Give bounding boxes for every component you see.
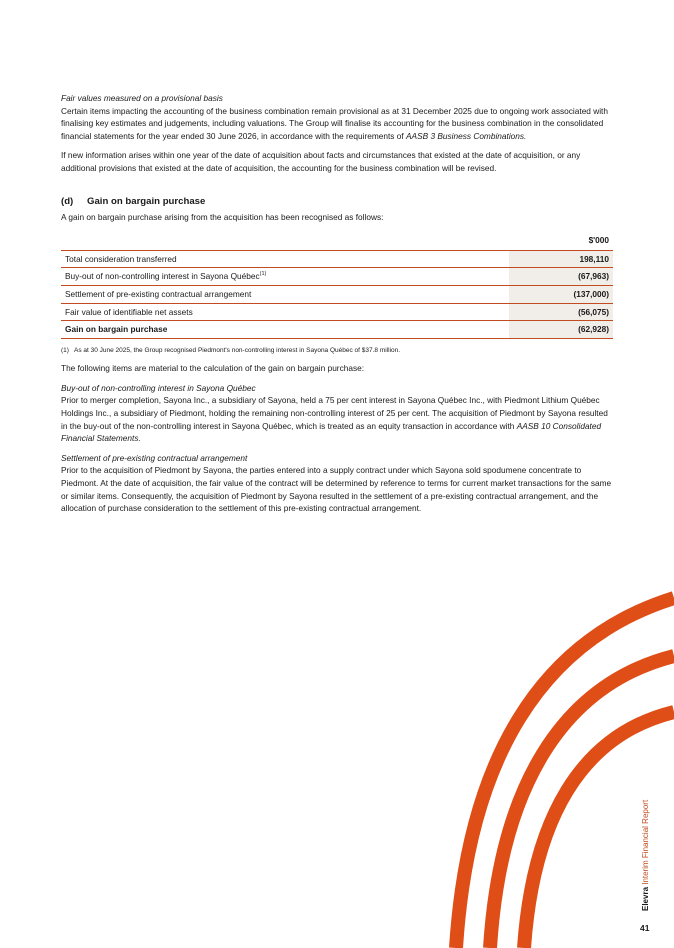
row-value: (56,075) xyxy=(509,303,613,321)
section-d-intro: A gain on bargain purchase arising from the acquisition has been recognised as follows: xyxy=(61,211,384,222)
report-title: Interim Financial Report xyxy=(641,799,650,887)
unit-header: $'000 xyxy=(509,231,613,250)
fair-values-para-2: If new information arises within one year of the date of acquisition about facts and circumstances that existed at the date of acquisition, or any additional provisions that existed at the date of acquisition, the accounting for the business combination will be revised. xyxy=(61,150,581,173)
fair-values-heading: Fair values measured on a provisional basis xyxy=(61,93,223,103)
row-value: (67,963) xyxy=(509,268,613,286)
total-label: Gain on bargain purchase xyxy=(61,321,509,339)
row-label: Fair value of identifiable net assets xyxy=(61,303,509,321)
row-label: Settlement of pre-existing contractual arrangement xyxy=(61,285,509,303)
report-side-label xyxy=(641,800,650,911)
aasb3-reference: AASB 3 Business Combinations. xyxy=(406,130,527,141)
footnote-text: As at 30 June 2025, the Group recognised Piedmont's non-controlling interest in Sayona Québec of $37.8 million. xyxy=(74,346,401,354)
page-number: 41 xyxy=(640,923,650,933)
row-label: Total consideration transferred xyxy=(61,250,509,268)
settlement-para: Prior to the acquisition of Piedmont by Sayona, the parties entered into a supply contract under which Sayona sold spodumene concentrate to Piedmont. At the date of acquisition, the fair value of the contract will be determined by reference to terms for current market transactions for the same or similar items. Consequently, the acquisition of Piedmont by Sayona resulted in the settlement of a pre-existing contractual arrangement, and the allocation of purchase consideration to the settlement of this pre-existing contractual arrangement. xyxy=(61,465,612,514)
row-label: Buy-out of non-controlling interest in Sayona Québec xyxy=(65,271,260,282)
brand-name: Elevra xyxy=(641,886,650,911)
row-value: (137,000) xyxy=(509,285,613,303)
section-d-label: (d) xyxy=(61,195,74,207)
row-value: 198,110 xyxy=(509,250,613,268)
footnote-number: (1) xyxy=(61,346,69,354)
material-intro: The following items are material to the calculation of the gain on bargain purchase: xyxy=(61,363,365,374)
aasb10-reference: AASB 10 Consolidated Financial Statements. xyxy=(61,420,602,444)
section-d-title: Gain on bargain purchase xyxy=(87,195,206,207)
footnote-ref: (1) xyxy=(259,271,267,278)
buyout-heading: Buy-out of non-controlling interest in Sayona Québec xyxy=(61,382,256,393)
fair-values-para-1-text: Certain items impacting the accounting of the business combination remain provisional as at 31 December 2025 due to ongoing work associated with finalising key estimates and judgements, including valuations. The Group will finalise its accounting for the business combination in the consolidated financial statements for the year ended 30 June 2026, in accordance with the requirements of xyxy=(61,105,608,141)
settlement-heading: Settlement of pre-existing contractual arrangement xyxy=(61,452,248,463)
total-value: (62,928) xyxy=(509,321,613,339)
buyout-text: Prior to merger completion, Sayona Inc., a subsidiary of Sayona, held a 75 per cent interest in Sayona Québec Inc., with Piedmont Lithium Québec Holdings Inc., a subsidiary of Piedmont, holding the remaining non-controlling interest of 25 per cent. The acquisition of Piedmont by Sayona resulted in the buy-out of the non-controlling interest in Sayona Québec, which is treated as an equity transaction in accordance with xyxy=(61,395,608,431)
